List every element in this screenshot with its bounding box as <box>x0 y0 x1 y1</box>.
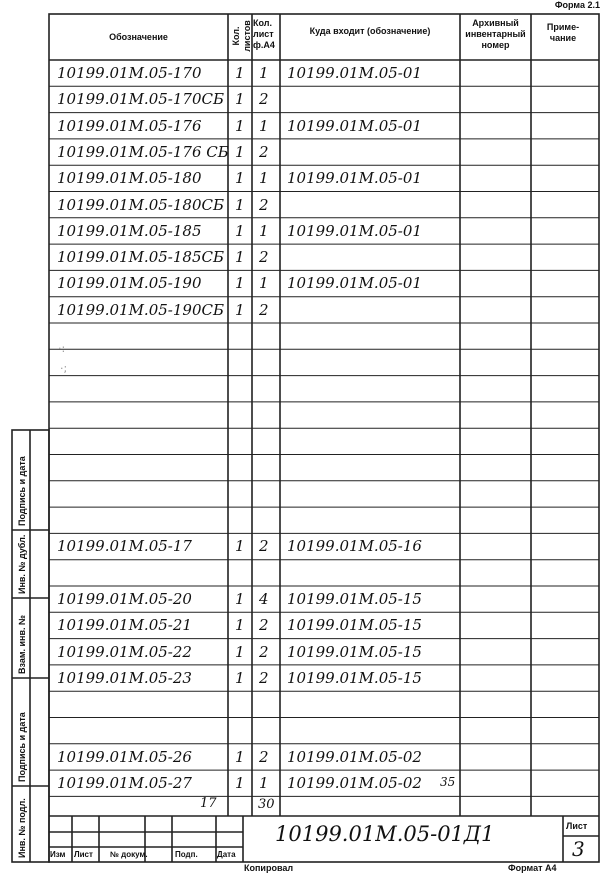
tb-col-izm: Изм <box>50 850 66 859</box>
cell-a4: 1 <box>259 274 269 293</box>
cell-designation: 10199.01М.05-180СБ <box>57 195 224 214</box>
table-row <box>49 323 599 349</box>
cell-sheets: 1 <box>235 537 245 556</box>
table-row <box>49 60 599 86</box>
form-label: Форма 2.1 <box>554 0 600 10</box>
header-where-used: Куда входит (обозначение) <box>309 26 431 36</box>
cell-where-used: 10199.01М.05-01 <box>287 221 422 240</box>
footer-format: Формат А4 <box>508 863 557 873</box>
cell-sheets: 1 <box>235 642 245 661</box>
table-row <box>49 165 599 191</box>
table-row <box>49 428 599 454</box>
cell-where-used: 10199.01М.05-01 <box>287 116 422 135</box>
table-row <box>49 270 599 296</box>
table-row <box>49 86 599 112</box>
cell-designation: 10199.01М.05-170СБ <box>57 90 224 109</box>
stray-mark: 35 <box>440 775 456 789</box>
table-row <box>49 402 599 428</box>
cell-designation: 10199.01М.05-185 <box>57 221 202 240</box>
table-row <box>49 586 599 612</box>
side-label-inv-dup: Инв. № дубл. <box>17 534 27 594</box>
table-row <box>49 612 599 638</box>
cell-where-used: 10199.01М.05-15 <box>287 642 422 661</box>
cell-designation: 10199.01М.05-21 <box>57 616 192 635</box>
cell-where-used: 10199.01М.05-15 <box>287 616 422 635</box>
cell-a4: 2 <box>259 195 269 214</box>
table-row <box>49 744 599 770</box>
side-label-sign-date-upper: Подпись и дата <box>17 456 27 526</box>
table-row <box>49 770 599 796</box>
table-row <box>49 244 599 270</box>
sheet-number: 3 <box>572 837 585 861</box>
cell-sheets: 1 <box>235 616 245 635</box>
table-row <box>49 665 599 691</box>
cell-designation: 10199.01М.05-190 <box>57 274 202 293</box>
header-qty-sheets: Кол. листов <box>231 20 252 52</box>
cell-a4: 1 <box>259 774 269 793</box>
table-row <box>49 113 599 139</box>
cell-a4: 2 <box>259 668 269 687</box>
table-row <box>49 349 599 375</box>
cell-sheets: 1 <box>235 248 245 267</box>
doc-number: 10199.01М.05-01Д1 <box>275 822 495 846</box>
cell-sheets: 1 <box>235 274 245 293</box>
header-designation: Обозначение <box>109 32 168 42</box>
faint-mark-2: ·; <box>60 362 68 375</box>
table-row <box>49 192 599 218</box>
cell-where-used: 10199.01М.05-02 <box>287 774 422 793</box>
tb-col-sign: Подп. <box>175 850 198 859</box>
table-row <box>49 560 599 586</box>
side-label-sign-date-lower: Подпись и дата <box>17 712 27 782</box>
cell-a4: 2 <box>259 642 269 661</box>
sheet-label: Лист <box>566 821 588 831</box>
table-row <box>49 455 599 481</box>
cell-a4: 2 <box>259 142 269 161</box>
cell-sheets: 1 <box>235 64 245 82</box>
side-label-inv-orig: Инв. № подл. <box>17 798 27 858</box>
cell-where-used: 10199.01М.05-01 <box>287 64 422 82</box>
table-row <box>49 218 599 244</box>
cell-designation: 10199.01М.05-26 <box>57 747 192 766</box>
cell-designation: 10199.01М.05-20 <box>57 590 192 608</box>
cell-designation: 10199.01М.05-176 СБ <box>57 142 229 161</box>
cell-a4: 2 <box>259 616 269 635</box>
side-label-replace-inv: Взам. инв. № <box>17 614 27 674</box>
total-a4: 30 <box>258 797 275 812</box>
cell-a4: 2 <box>259 537 269 556</box>
cell-sheets: 1 <box>235 90 245 109</box>
table-row <box>49 481 599 507</box>
table-row <box>49 297 599 323</box>
header-archive-no: Архивный инвентарный номер <box>465 18 526 50</box>
cell-a4: 1 <box>259 221 269 240</box>
table-row <box>49 139 599 165</box>
cell-sheets: 1 <box>235 590 245 608</box>
cell-a4: 2 <box>259 747 269 766</box>
cell-a4: 2 <box>259 248 269 267</box>
cell-sheets: 1 <box>235 221 245 240</box>
cell-designation: 10199.01М.05-176 <box>57 116 202 135</box>
cell-where-used: 10199.01М.05-15 <box>287 590 422 608</box>
cell-a4: 1 <box>259 64 269 82</box>
table-row <box>49 639 599 665</box>
cell-where-used: 10199.01М.05-15 <box>287 668 422 687</box>
cell-a4: 2 <box>259 90 269 109</box>
table-row <box>49 691 599 717</box>
cell-designation: 10199.01М.05-180 <box>57 169 202 188</box>
tb-col-doc: № докум. <box>110 850 148 859</box>
cell-a4: 2 <box>259 300 269 319</box>
cell-sheets: 1 <box>235 300 245 319</box>
tb-col-date: Дата <box>217 850 236 859</box>
header-qty-sheets-cell <box>228 14 252 60</box>
cell-designation: 10199.01М.05-27 <box>57 774 192 793</box>
faint-mark-1: ·: <box>58 342 66 355</box>
header-note: Приме- чание <box>546 22 580 43</box>
cell-a4: 4 <box>259 590 269 608</box>
cell-sheets: 1 <box>235 774 245 793</box>
cell-designation: 10199.01М.05-23 <box>57 668 192 687</box>
table-row <box>49 718 599 744</box>
footer-copied: Копировал <box>244 863 294 873</box>
cell-sheets: 1 <box>235 169 245 188</box>
cell-sheets: 1 <box>235 195 245 214</box>
cell-sheets: 1 <box>235 142 245 161</box>
cell-designation: 10199.01М.05-22 <box>57 642 192 661</box>
cell-where-used: 10199.01М.05-01 <box>287 169 422 188</box>
cell-a4: 1 <box>259 116 269 135</box>
cell-designation: 10199.01М.05-185СБ <box>57 248 224 267</box>
table-row <box>49 533 599 559</box>
cell-sheets: 1 <box>235 747 245 766</box>
cell-sheets: 1 <box>235 116 245 135</box>
cell-designation: 10199.01М.05-170 <box>57 64 202 82</box>
cell-where-used: 10199.01М.05-02 <box>287 747 422 766</box>
cell-designation: 10199.01М.05-17 <box>57 537 192 556</box>
total-sheets: 17 <box>200 796 217 811</box>
table-row <box>49 376 599 402</box>
table-row <box>49 507 599 533</box>
cell-sheets: 1 <box>235 668 245 687</box>
cell-designation: 10199.01М.05-190СБ <box>57 300 224 319</box>
cell-a4: 1 <box>259 169 269 188</box>
tb-col-list: Лист <box>74 850 93 859</box>
cell-where-used: 10199.01М.05-01 <box>287 274 422 293</box>
cell-where-used: 10199.01М.05-16 <box>287 537 422 556</box>
header-qty-a4: Кол. лист ф.А4 <box>253 18 275 50</box>
